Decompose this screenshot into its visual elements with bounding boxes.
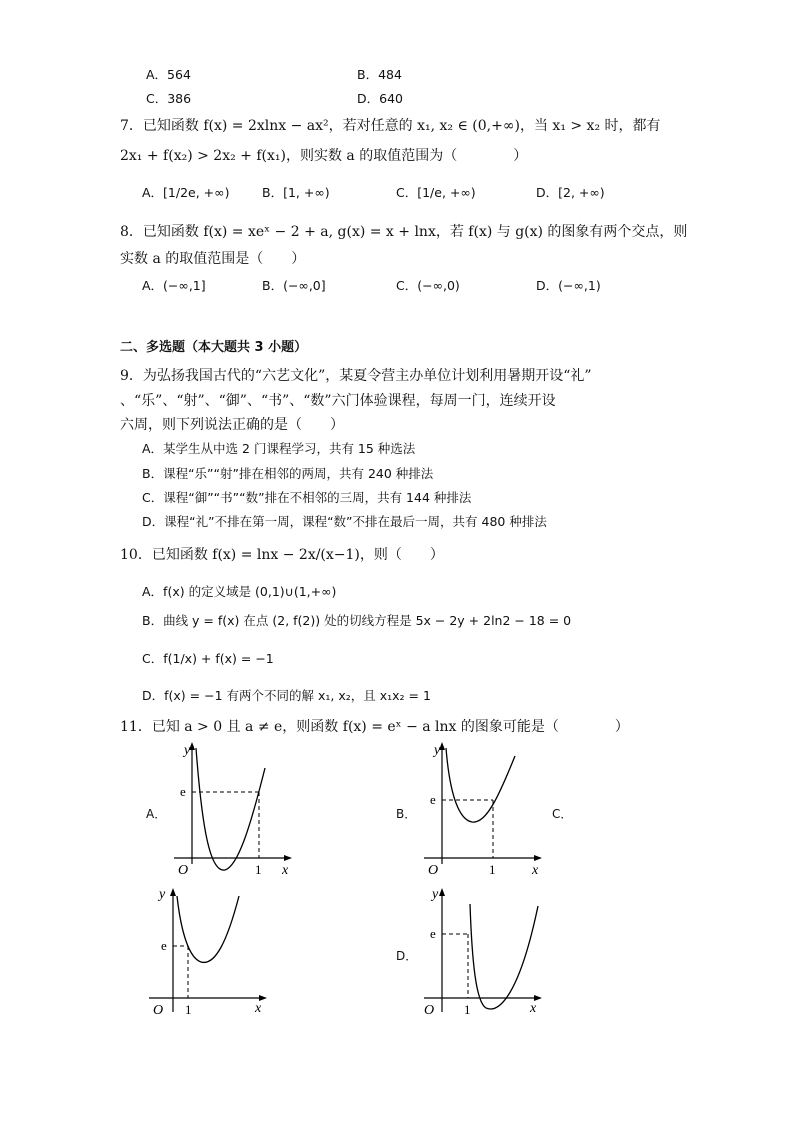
q10-option-c: C．f(1/x) + f(x) = −1 — [142, 651, 274, 666]
graph-b-tick-e: e — [430, 792, 436, 807]
q8-option-c: C．(−∞,0) — [396, 278, 460, 293]
q7-option-c: C．[1/e, +∞) — [396, 185, 476, 200]
graph-c-axis-x: x — [255, 1001, 262, 1016]
q10-option-a: A．f(x) 的定义域是 (0,1)∪(1,+∞) — [142, 584, 337, 599]
q9-option-b: B．课程“乐”“射”排在相邻的两周，共有 240 种排法 — [142, 466, 434, 481]
q8-stem-line2: 实数 a 的取值范围是（ ） — [120, 251, 306, 267]
q9-stem-line3: 六周，则下列说法正确的是（ ） — [120, 417, 344, 433]
graph-d-tick-one: 1 — [464, 1002, 471, 1017]
q8-option-a: A．(−∞,1] — [142, 278, 206, 293]
q9-option-d: D．课程“礼”不排在第一周，课程“数”不排在最后一周，共有 480 种排法 — [142, 514, 547, 529]
q6-option-d: D．640 — [357, 91, 403, 106]
q11-stem: 11．已知 a > 0 且 a ≠ e，则函数 f(x) = eˣ − a lnx 的图象可能是（ ） — [120, 719, 629, 735]
q10-option-b: B．曲线 y = f(x) 在点 (2, f(2)) 处的切线方程是 5x − 2y + 2ln2 − 18 = 0 — [142, 613, 572, 628]
graph-d — [420, 882, 550, 1022]
q8-stem-line1: 8．已知函数 f(x) = xeˣ − 2 + a, g(x) = x + lnx，若 f(x) 与 g(x) 的图象有两个交点，则 — [120, 224, 688, 240]
q10-stem: 10．已知函数 f(x) = lnx − 2x/(x−1)，则（ ） — [120, 547, 444, 563]
q9-stem-line1: 9．为弘扬我国古代的“六艺文化”，某夏令营主办单位计划利用暑期开设“礼” — [120, 368, 592, 384]
graph-c — [145, 882, 275, 1022]
graph-a-origin: O — [178, 863, 189, 878]
q10-option-d: D．f(x) = −1 有两个不同的解 x₁, x₂，且 x₁x₂ = 1 — [142, 688, 431, 703]
graph-b-origin: O — [428, 863, 439, 878]
graph-a-tick-one: 1 — [255, 862, 262, 877]
graph-c-origin: O — [153, 1003, 164, 1018]
graph-c-tick-e: e — [161, 938, 167, 953]
q9-stem-line2: 、“乐”、“射”、“御”、“书”、“数”六门体验课程，每周一门，连续开设 — [120, 393, 556, 409]
graph-c-axis-y: y — [159, 887, 166, 902]
graph-d-axis-x: x — [530, 1001, 537, 1016]
q6-option-a: A．564 — [146, 67, 191, 82]
q7-option-b: B．[1, +∞) — [262, 185, 330, 200]
graph-c-tick-one: 1 — [185, 1002, 192, 1017]
graph-d-axis-y: y — [432, 887, 439, 902]
q6-option-b: B．484 — [357, 67, 402, 82]
q7-stem-line2: 2x₁ + f(x₂) > 2x₂ + f(x₁)，则实数 a 的取值范围为（ ） — [120, 148, 528, 164]
graph-b-axis-x: x — [532, 863, 539, 878]
graph-a-label: A． — [146, 807, 167, 821]
q7-option-d: D．[2, +∞) — [536, 185, 605, 200]
q7-stem-line1: 7．已知函数 f(x) = 2xlnx − ax²，若对任意的 x₁, x₂ ∈ (0,+∞)，当 x₁ > x₂ 时，都有 — [120, 118, 661, 134]
section-heading-multiple-choice: 二、多选题（本大题共 3 小题） — [120, 340, 308, 355]
graph-a-axis-x: x — [282, 863, 289, 878]
graph-a — [170, 738, 300, 878]
graph-d-origin: O — [424, 1003, 435, 1018]
q6-option-c: C．386 — [146, 91, 192, 106]
q8-option-d: D．(−∞,1) — [536, 278, 601, 293]
q8-option-b: B．(−∞,0] — [262, 278, 326, 293]
graph-a-tick-e: e — [180, 784, 186, 799]
graph-b-tick-one: 1 — [489, 862, 496, 877]
graph-b-axis-y: y — [434, 743, 441, 758]
graph-c-label: C． — [552, 807, 573, 821]
graph-d-label: D． — [396, 949, 418, 963]
q7-option-a: A．[1/2e, +∞) — [142, 185, 230, 200]
graph-d-tick-e: e — [430, 926, 436, 941]
q9-option-a: A．某学生从中选 2 门课程学习，共有 15 种选法 — [142, 441, 416, 456]
q9-option-c: C．课程“御”“书”“数”排在不相邻的三周，共有 144 种排法 — [142, 490, 472, 505]
graph-b — [420, 738, 550, 878]
graph-a-axis-y: y — [184, 743, 191, 758]
graph-b-label: B． — [396, 807, 417, 821]
